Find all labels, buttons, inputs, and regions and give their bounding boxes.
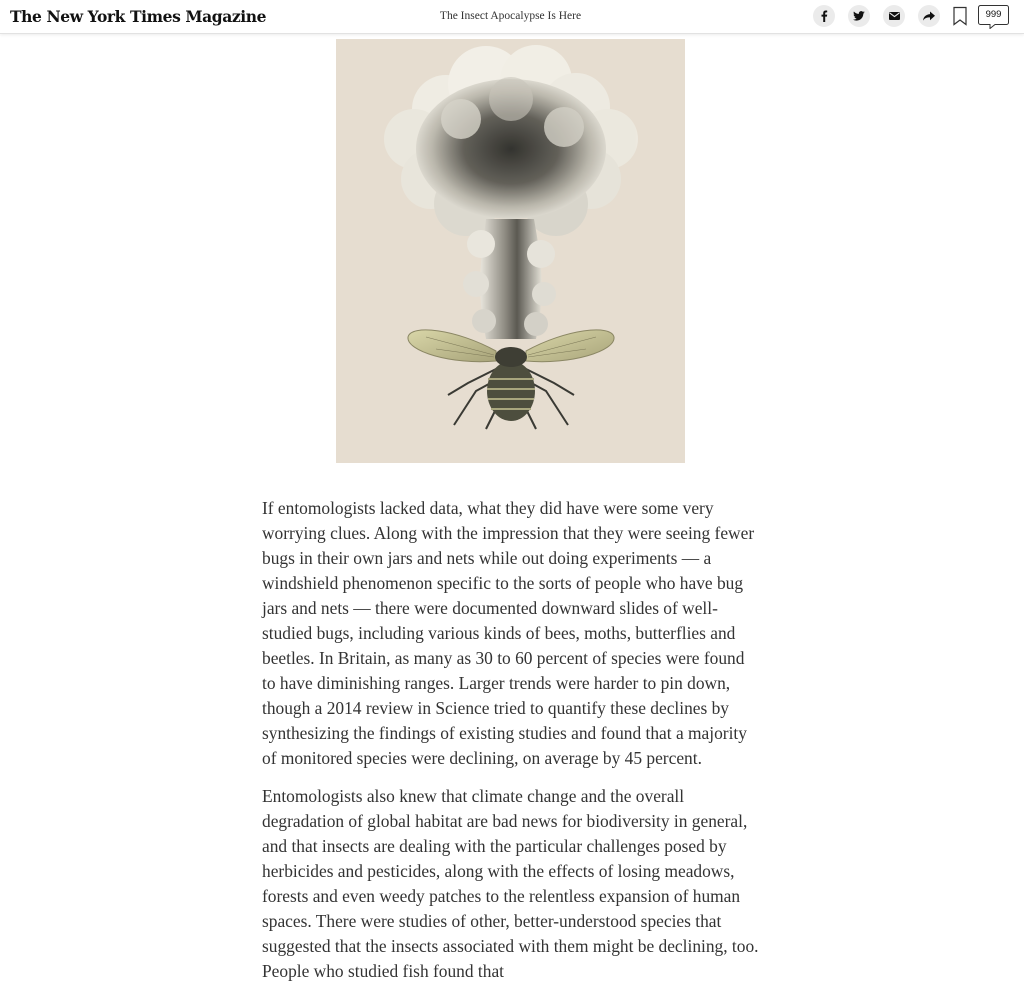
hero-illustration [336, 39, 685, 463]
twitter-share-button[interactable] [848, 5, 870, 27]
facebook-icon [819, 10, 829, 22]
mushroom-cloud-insect-illustration [336, 39, 685, 463]
twitter-icon [853, 11, 865, 21]
bookmark-icon [952, 6, 968, 26]
email-share-button[interactable] [883, 5, 905, 27]
article-paragraph: Entomologists also knew that climate change and the overall degradation of global habitat are bad news for biodiversity in general, and that insects are dealing with the particular challenges posed by herbicides and pesticides, along with the effects of losing meadows, forests and even weedy patches to the relentless expansion of human spaces. There were studies of other, better-understood species that suggested that the insects associated with them might be declining, too. People who studied fish found that [262, 786, 759, 981]
more-share-button[interactable] [918, 5, 940, 27]
comments-button[interactable] [978, 5, 1010, 29]
email-icon [889, 12, 900, 20]
share-arrow-icon [923, 11, 935, 21]
article-headline: The Insect Apocalypse Is Here [439, 10, 582, 22]
top-bar [0, 0, 1024, 34]
facebook-share-button[interactable] [813, 5, 835, 27]
save-article-button[interactable] [952, 6, 968, 26]
article-paragraph: If entomologists lacked data, what they did have were some very worrying clues. Along with the impression that they were seeing fewer bugs in their own jars and nets while out doing experiments — a windshield phenomenon specific to the sorts of people who have bug jars and nets — there were documented downward slides of well-studied bugs, including various kinds of bees, moths, butterflies and beetles. In Britain, as many as 30 to 60 percent of species were found to have diminishing ranges. Larger trends were harder to pin down, though a 2014 review in Science tried to quantify these declines by synthesizing the findings of existing studies and found that a majority of monitored species were declining, on average by 45 percent. [262, 498, 755, 768]
nyt-magazine-logo[interactable]: The New York Times Magazine [10, 7, 267, 26]
comments-count: 999 [985, 9, 1002, 20]
article-body [262, 496, 762, 997]
